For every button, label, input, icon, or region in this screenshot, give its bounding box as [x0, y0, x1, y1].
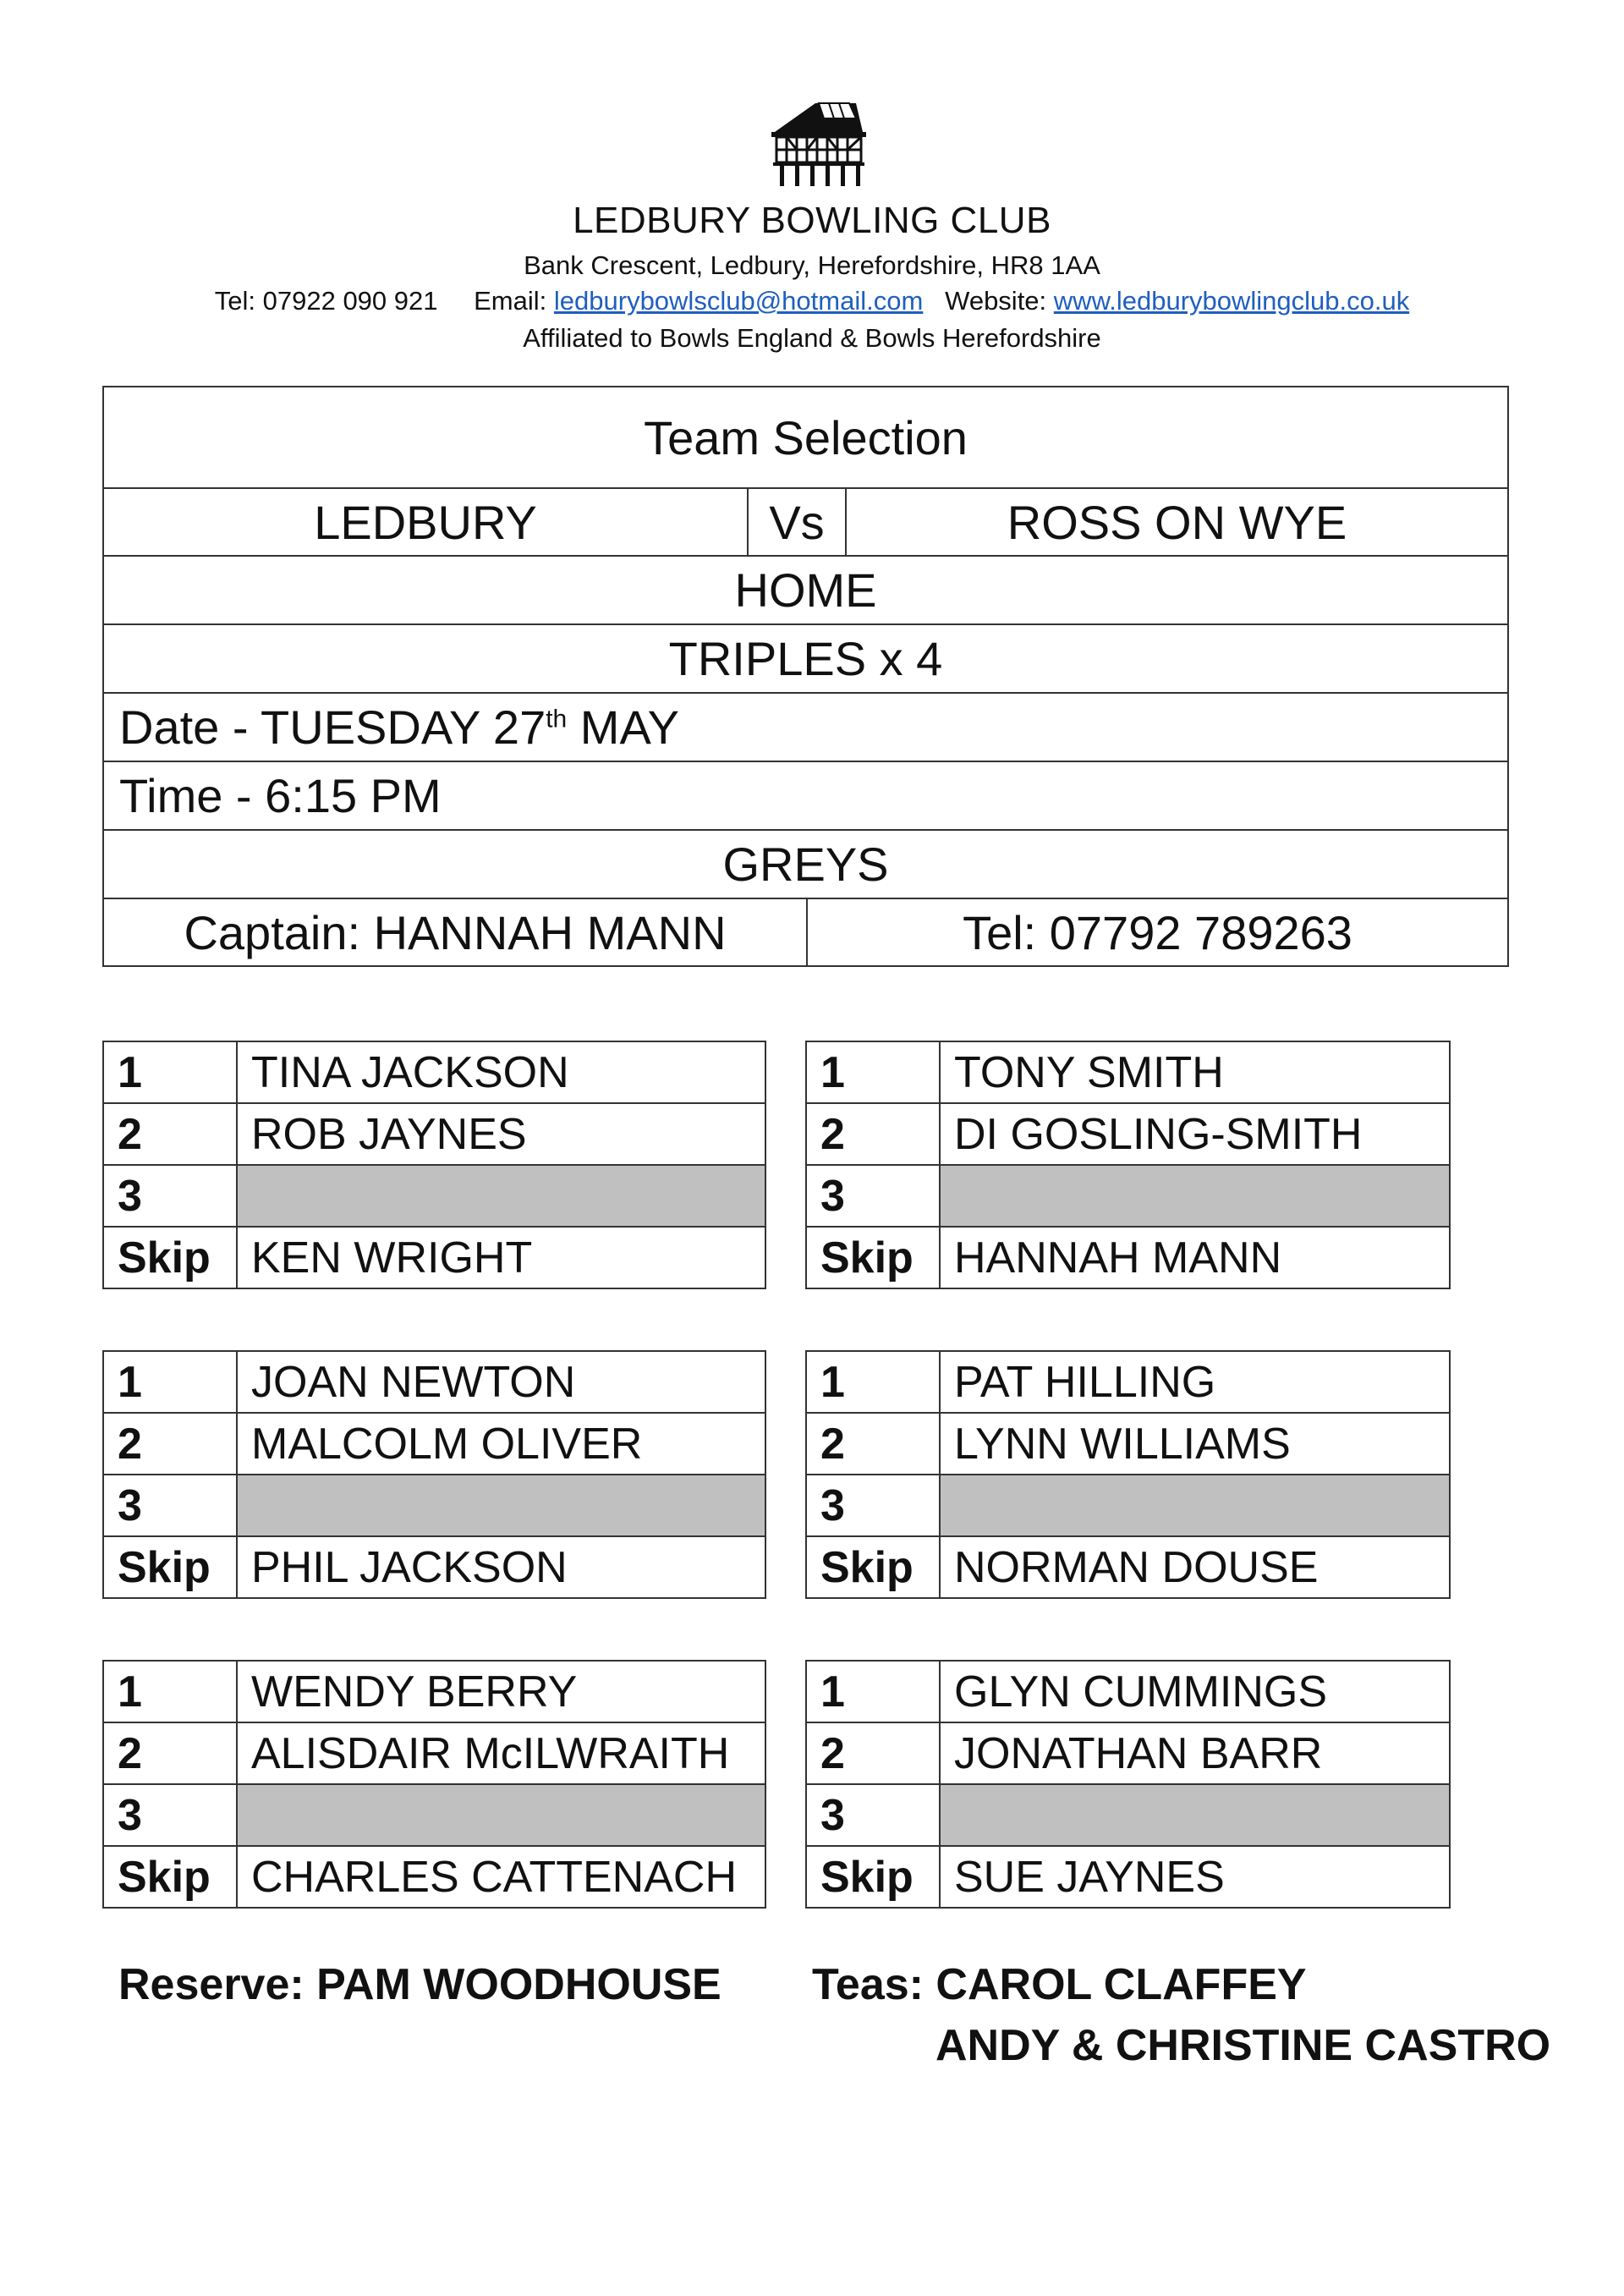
player-name: JONATHAN BARR [940, 1722, 1450, 1784]
player-name: DI GOSLING-SMITH [940, 1103, 1450, 1165]
venue: HOME [103, 556, 1508, 624]
fixture-row [103, 488, 1508, 556]
rink-table [805, 1041, 1451, 1289]
home-team: LEDBURY [314, 495, 537, 549]
player-position: 2 [806, 1413, 940, 1475]
player-position: 2 [103, 1413, 237, 1475]
player-name: JOAN NEWTON [237, 1351, 765, 1413]
match-time: Time - 6:15 PM [103, 761, 1508, 830]
captain-tel: Tel: 07792 789263 [807, 899, 1507, 965]
affiliation-note: Affiliated to Bowls England & Bowls Herefordshire [523, 323, 1101, 353]
player-position: 2 [103, 1722, 237, 1784]
player-position: 3 [103, 1784, 237, 1846]
player-position: 1 [806, 1661, 940, 1722]
website-link[interactable]: www.ledburybowlingclub.co.uk [1053, 286, 1410, 316]
player-row [103, 1846, 765, 1908]
date-text: Date - TUESDAY 27 [119, 700, 546, 754]
player-name: LYNN WILLIAMS [940, 1413, 1450, 1475]
player-row [806, 1475, 1450, 1536]
player-row [806, 1661, 1450, 1722]
player-name: HANNAH MANN [940, 1227, 1450, 1288]
table-title: Team Selection [103, 387, 1508, 488]
empty-player-slot [940, 1475, 1450, 1536]
player-position: 2 [806, 1722, 940, 1784]
player-name: GLYN CUMMINGS [940, 1661, 1450, 1722]
tel-label: Tel: [214, 286, 255, 316]
teas-line-2: ANDY & CHRISTINE CASTRO [935, 2021, 1551, 2070]
player-row [103, 1475, 765, 1536]
email-label: Email: [474, 286, 547, 316]
player-row [103, 1784, 765, 1846]
player-row [806, 1165, 1450, 1227]
player-position: Skip [103, 1536, 237, 1598]
player-row [103, 1165, 765, 1227]
player-position: 2 [103, 1103, 237, 1165]
player-position: 3 [103, 1475, 237, 1536]
player-row [806, 1103, 1450, 1165]
player-position: Skip [103, 1846, 237, 1908]
player-name: PAT HILLING [940, 1351, 1450, 1413]
empty-player-slot [940, 1165, 1450, 1227]
reserve-player: Reserve: PAM WOODHOUSE [118, 1960, 721, 2009]
captain-name: Captain: HANNAH MANN [184, 905, 727, 959]
player-name: MALCOLM OLIVER [237, 1413, 765, 1475]
captain-row [103, 898, 1508, 966]
player-position: 1 [103, 1661, 237, 1722]
player-row [103, 1413, 765, 1475]
empty-player-slot [237, 1165, 765, 1227]
rink-table [805, 1660, 1451, 1909]
email-link[interactable]: ledburybowlsclub@hotmail.com [553, 286, 924, 316]
teas-line-1: Teas: CAROL CLAFFEY [812, 1960, 1307, 2009]
tel-number: 07922 090 921 [262, 286, 438, 316]
player-position: 1 [103, 1041, 237, 1103]
club-address: Bank Crescent, Ledbury, Herefordshire, HR8 1AA [524, 250, 1100, 280]
match-format: TRIPLES x 4 [103, 624, 1508, 693]
player-row [806, 1041, 1450, 1103]
player-name: PHIL JACKSON [237, 1536, 765, 1598]
player-position: 1 [806, 1351, 940, 1413]
rink-table [102, 1660, 766, 1909]
player-row [103, 1351, 765, 1413]
player-name: ALISDAIR McILWRAITH [237, 1722, 765, 1784]
club-name: LEDBURY BOWLING CLUB [573, 200, 1051, 241]
player-row [806, 1413, 1450, 1475]
player-row [103, 1041, 765, 1103]
half-timbered-house-icon [768, 98, 868, 188]
date-ordinal: th [546, 705, 568, 733]
player-position: 3 [806, 1165, 940, 1227]
rink-table [805, 1350, 1451, 1599]
player-position: Skip [103, 1227, 237, 1288]
player-row [806, 1351, 1450, 1413]
player-name: WENDY BERRY [237, 1661, 765, 1722]
match-date [103, 693, 1508, 761]
date-month: MAY [567, 700, 680, 754]
player-row [103, 1227, 765, 1288]
player-position: 1 [103, 1351, 237, 1413]
player-name: ROB JAYNES [237, 1103, 765, 1165]
player-position: Skip [806, 1846, 940, 1908]
vs-label: Vs [748, 489, 846, 555]
empty-player-slot [237, 1475, 765, 1536]
player-position: 2 [806, 1103, 940, 1165]
player-position: 3 [806, 1784, 940, 1846]
player-name: TONY SMITH [940, 1041, 1450, 1103]
player-row [806, 1846, 1450, 1908]
player-name: KEN WRIGHT [237, 1227, 765, 1288]
away-team: ROSS ON WYE [846, 489, 1507, 555]
player-position: Skip [806, 1227, 940, 1288]
empty-player-slot [940, 1784, 1450, 1846]
player-name: TINA JACKSON [237, 1041, 765, 1103]
dress-code: GREYS [103, 830, 1508, 898]
empty-player-slot [237, 1784, 765, 1846]
player-position: 3 [103, 1165, 237, 1227]
rink-table [102, 1041, 766, 1289]
player-name: NORMAN DOUSE [940, 1536, 1450, 1598]
player-row [806, 1784, 1450, 1846]
club-contact [0, 286, 1624, 316]
website-label: Website: [945, 286, 1047, 316]
player-row [103, 1536, 765, 1598]
player-row [103, 1661, 765, 1722]
rink-table [102, 1350, 766, 1599]
player-row [806, 1722, 1450, 1784]
player-position: 3 [806, 1475, 940, 1536]
player-name: SUE JAYNES [940, 1846, 1450, 1908]
team-selection-table [102, 386, 1509, 967]
player-row [806, 1536, 1450, 1598]
player-position: 1 [806, 1041, 940, 1103]
player-row [103, 1103, 765, 1165]
player-position: Skip [806, 1536, 940, 1598]
player-row [103, 1722, 765, 1784]
player-name: CHARLES CATTENACH [237, 1846, 765, 1908]
player-row [806, 1227, 1450, 1288]
